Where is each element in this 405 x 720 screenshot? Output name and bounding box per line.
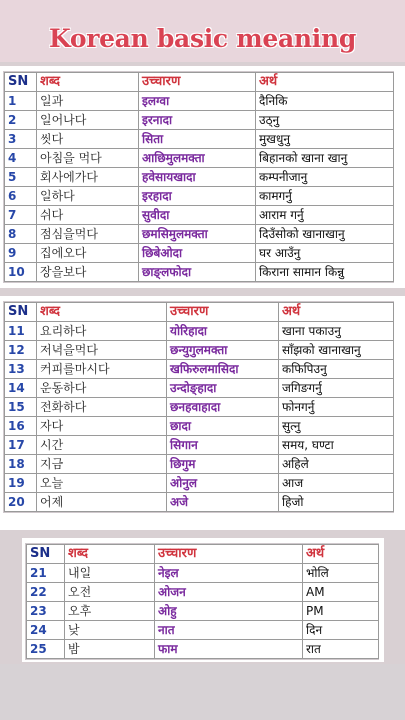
pronunciation: नात: [155, 621, 303, 640]
pronunciation: नेइल: [155, 564, 303, 583]
korean-word: 밤: [65, 640, 155, 659]
table-row: [5, 225, 394, 244]
pronunciation: ओनुल: [167, 474, 279, 493]
row-number: 25: [27, 640, 65, 659]
row-number: 22: [27, 583, 65, 602]
meaning: घर आउँनु: [256, 244, 394, 263]
row-number: 16: [5, 417, 37, 436]
pronunciation: आछिमुलमक्ता: [139, 149, 256, 168]
table-row: [5, 149, 394, 168]
korean-word: 커피를마시다: [37, 360, 167, 379]
pronunciation: अजे: [167, 493, 279, 512]
korean-word: 장을보다: [37, 263, 139, 282]
row-number: 12: [5, 341, 37, 360]
row-number: 17: [5, 436, 37, 455]
pronunciation: छिगुम: [167, 455, 279, 474]
meaning: रात: [303, 640, 379, 659]
table-row: [27, 621, 379, 640]
row-number: 11: [5, 322, 37, 341]
table-row: [5, 493, 394, 512]
row-number: 19: [5, 474, 37, 493]
korean-word: 일어나다: [37, 111, 139, 130]
row-number: 14: [5, 379, 37, 398]
table-row: [5, 92, 394, 111]
pronunciation: छन्युगुलमक्ता: [167, 341, 279, 360]
header-meaning: अर्थ: [256, 73, 394, 92]
meaning: जगिङगर्नु: [279, 379, 394, 398]
row-number: 10: [5, 263, 37, 282]
header-word: शब्द: [37, 73, 139, 92]
row-number: 13: [5, 360, 37, 379]
table-header-row: [5, 303, 394, 322]
pronunciation: इरहादा: [139, 187, 256, 206]
meaning: दिन: [303, 621, 379, 640]
korean-word: 요리하다: [37, 322, 167, 341]
header-sn: SN: [27, 545, 65, 564]
meaning: समय, घण्टा: [279, 436, 394, 455]
pronunciation: उन्दोङ्हादा: [167, 379, 279, 398]
row-number: 7: [5, 206, 37, 225]
korean-word: 저녁을먹다: [37, 341, 167, 360]
korean-word: 어제: [37, 493, 167, 512]
korean-word: 회사에가다: [37, 168, 139, 187]
vocab-table-1: [4, 72, 394, 282]
row-number: 8: [5, 225, 37, 244]
pronunciation: हवेसायखादा: [139, 168, 256, 187]
row-number: 5: [5, 168, 37, 187]
vocab-table-2: [4, 302, 394, 512]
pronunciation: इलग्वा: [139, 92, 256, 111]
header-sn: SN: [5, 303, 37, 322]
meaning: भोलि: [303, 564, 379, 583]
pronunciation: ओहु: [155, 602, 303, 621]
pronunciation: छमसिमुलमक्ता: [139, 225, 256, 244]
table-row: [5, 206, 394, 225]
korean-word: 오전: [65, 583, 155, 602]
meaning: हिजो: [279, 493, 394, 512]
meaning: फोनगर्नु: [279, 398, 394, 417]
page-title: Korean basic meaning: [48, 24, 357, 53]
row-number: 21: [27, 564, 65, 583]
header-meaning: अर्थ: [303, 545, 379, 564]
pronunciation: ओजन: [155, 583, 303, 602]
row-number: 6: [5, 187, 37, 206]
table-row: [27, 564, 379, 583]
pronunciation: सिता: [139, 130, 256, 149]
meaning: कम्पनीजानु: [256, 168, 394, 187]
row-number: 23: [27, 602, 65, 621]
row-number: 2: [5, 111, 37, 130]
meaning: बिहानको खाना खानु: [256, 149, 394, 168]
pronunciation: इरनादा: [139, 111, 256, 130]
meaning: किराना सामान किन्नु: [256, 263, 394, 282]
table-row: [5, 111, 394, 130]
header-pronunciation: उच्चारण: [139, 73, 256, 92]
korean-word: 쉬다: [37, 206, 139, 225]
header-pronunciation: उच्चारण: [155, 545, 303, 564]
meaning: साँझको खानाखानु: [279, 341, 394, 360]
header-sn: SN: [5, 73, 37, 92]
korean-word: 점심을먹다: [37, 225, 139, 244]
table-row: [5, 322, 394, 341]
header-meaning: अर्थ: [279, 303, 394, 322]
korean-word: 일하다: [37, 187, 139, 206]
row-number: 24: [27, 621, 65, 640]
pronunciation: योरिहादा: [167, 322, 279, 341]
header-word: शब्द: [65, 545, 155, 564]
table-row: [27, 640, 379, 659]
pronunciation: छादा: [167, 417, 279, 436]
table-row: [5, 244, 394, 263]
table-row: [5, 436, 394, 455]
row-number: 20: [5, 493, 37, 512]
row-number: 4: [5, 149, 37, 168]
meaning: अहिले: [279, 455, 394, 474]
table-header-row: [27, 545, 379, 564]
pronunciation: फाम: [155, 640, 303, 659]
row-number: 18: [5, 455, 37, 474]
table-row: [5, 398, 394, 417]
meaning: मुखधुनु: [256, 130, 394, 149]
pronunciation: छनहवाहादा: [167, 398, 279, 417]
pronunciation: छाङ्लफोदा: [139, 263, 256, 282]
korean-word: 일과: [37, 92, 139, 111]
row-number: 3: [5, 130, 37, 149]
pronunciation: छिबेओदा: [139, 244, 256, 263]
korean-word: 씻다: [37, 130, 139, 149]
header-word: शब्द: [37, 303, 167, 322]
table-row: [5, 360, 394, 379]
row-number: 9: [5, 244, 37, 263]
vocab-card-1: [4, 72, 393, 282]
korean-word: 집에오다: [37, 244, 139, 263]
korean-word: 시간: [37, 436, 167, 455]
meaning: आराम गर्नु: [256, 206, 394, 225]
bottom-area: [0, 664, 405, 720]
table-row: [27, 602, 379, 621]
row-number: 15: [5, 398, 37, 417]
table-row: [27, 583, 379, 602]
vocab-card-3: [26, 544, 378, 659]
korean-word: 낮: [65, 621, 155, 640]
pronunciation: सुवीदा: [139, 206, 256, 225]
table-row: [5, 455, 394, 474]
vocab-card-2: [4, 302, 393, 512]
table-row: [5, 130, 394, 149]
table-row: [5, 168, 394, 187]
header-pronunciation: उच्चारण: [167, 303, 279, 322]
meaning: AM: [303, 583, 379, 602]
korean-word: 운동하다: [37, 379, 167, 398]
korean-word: 오늘: [37, 474, 167, 493]
korean-word: 내일: [65, 564, 155, 583]
table-row: [5, 263, 394, 282]
korean-word: 전화하다: [37, 398, 167, 417]
korean-word: 자다: [37, 417, 167, 436]
row-number: 1: [5, 92, 37, 111]
korean-word: 지금: [37, 455, 167, 474]
korean-word: 아침을 먹다: [37, 149, 139, 168]
korean-word: 오후: [65, 602, 155, 621]
table-row: [5, 187, 394, 206]
meaning: दिउँसोको खानाखानु: [256, 225, 394, 244]
pronunciation: सिगान: [167, 436, 279, 455]
table-row: [5, 417, 394, 436]
table-row: [5, 379, 394, 398]
vocab-table-3: [26, 544, 379, 659]
meaning: कामगर्नु: [256, 187, 394, 206]
meaning: उठ्नु: [256, 111, 394, 130]
meaning: PM: [303, 602, 379, 621]
meaning: दैनिकि: [256, 92, 394, 111]
table-row: [5, 341, 394, 360]
meaning: कफिपिउनु: [279, 360, 394, 379]
meaning: आज: [279, 474, 394, 493]
meaning: खाना पकाउनु: [279, 322, 394, 341]
pronunciation: खफिरुलमासिदा: [167, 360, 279, 379]
meaning: सुत्नु: [279, 417, 394, 436]
table-row: [5, 474, 394, 493]
table-header-row: [5, 73, 394, 92]
